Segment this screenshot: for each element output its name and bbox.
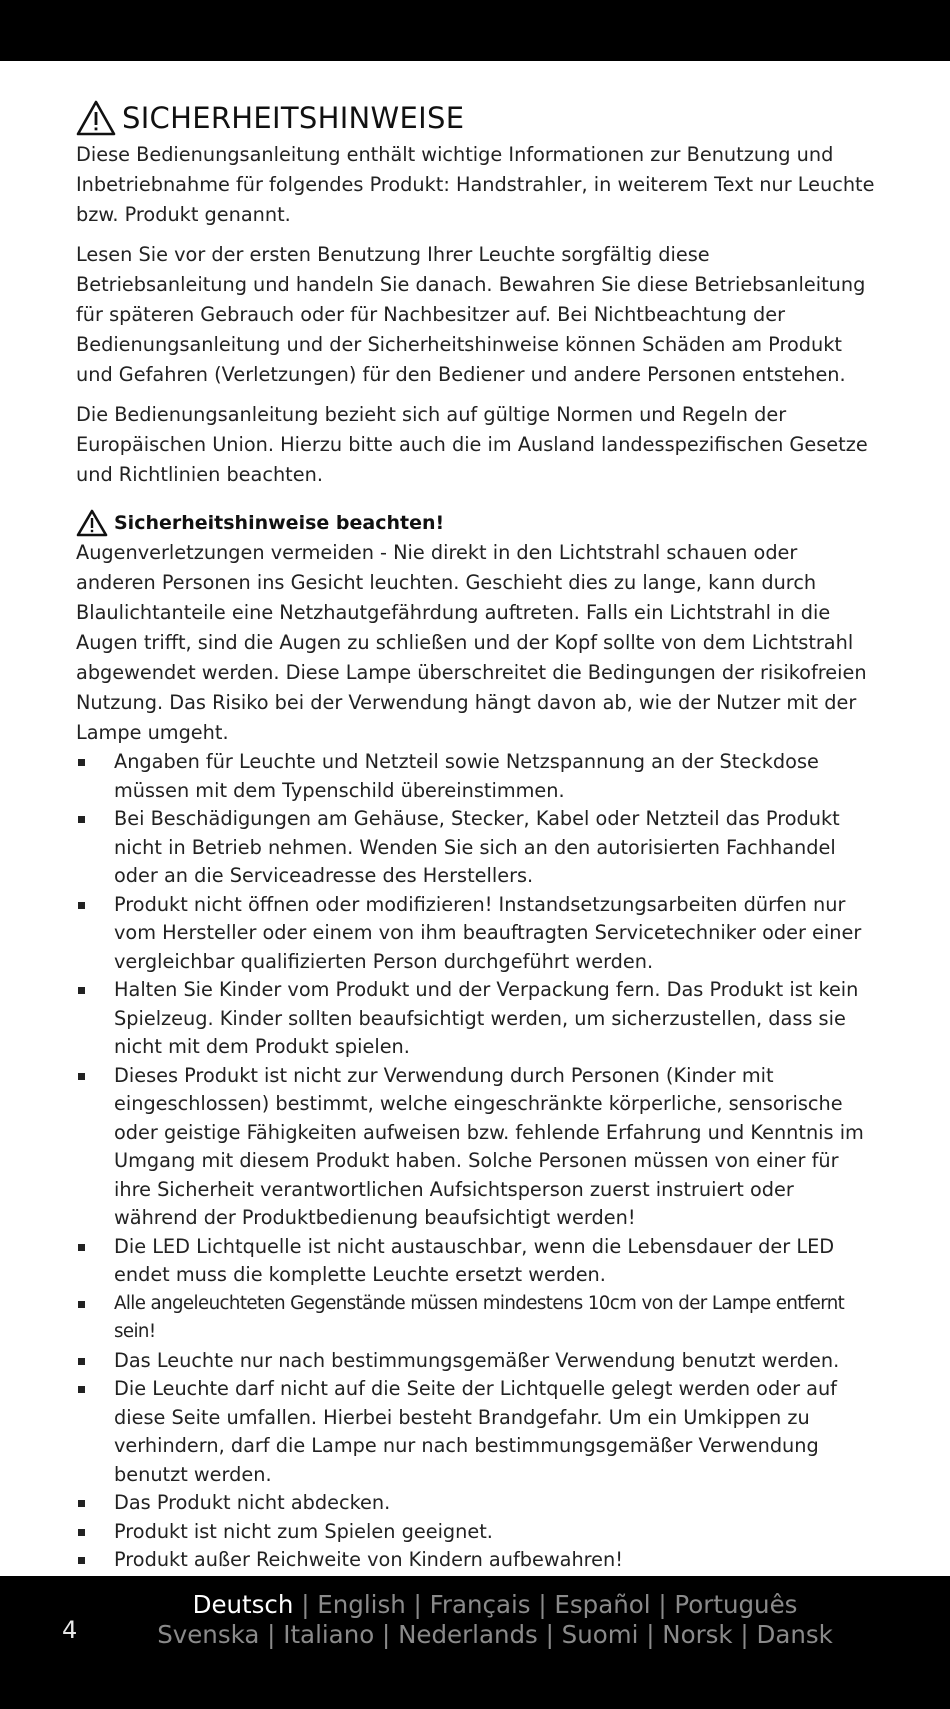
list-item: Produkt nicht öffnen oder modifizieren! Instandsetzungsarbeiten dürfen nur vom Hersteller oder einem von ihm beauftragten Servicetechniker oder einer vergleichbar qualifizierten Person durchgeführt werden. xyxy=(76,891,876,977)
separator: | xyxy=(638,1620,663,1649)
separator: | xyxy=(293,1590,318,1619)
page-title: SICHERHEITSHINWEISE xyxy=(122,101,465,135)
eye-warning-paragraph: Augenverletzungen vermeiden - Nie direkt in den Lichtstrahl schauen oder anderen Personen ins Gesicht leuchten. Geschieht dies zu lange, kann durch Blaulichtanteile eine Netzhautgefährdung auftreten. Falls ein Lichtstrahl in die Augen trifft, sind die Augen zu schließen und der Kopf sollte von dem Lichtstrahl abgewendet werden. Diese Lampe überschreitet die Bedingungen der risikofreien Nutzung. Das Risiko bei der Verwendung hängt davon ab, wie der Nutzer mit der Lampe umgeht. xyxy=(76,541,867,744)
language-deutsch[interactable]: Deutsch xyxy=(192,1590,294,1619)
list-item: Angaben für Leuchte und Netzteil sowie Netzspannung an der Steckdose müssen mit dem Typenschild übereinstimmen. xyxy=(76,748,876,805)
safety-list xyxy=(76,748,876,1575)
separator: | xyxy=(732,1620,757,1649)
list-item: Produkt ist nicht zum Spielen geeignet. xyxy=(76,1518,876,1547)
language-line-1 xyxy=(0,1590,950,1620)
subheading xyxy=(76,508,876,538)
page-number: 4 xyxy=(62,1616,78,1644)
list-item: Alle angeleuchteten Gegenstände müssen mindestens 10cm von der Lampe entfernt sein! xyxy=(76,1290,876,1347)
language-english[interactable]: English xyxy=(317,1590,406,1619)
separator: | xyxy=(530,1590,555,1619)
separator: | xyxy=(259,1620,284,1649)
intro-paragraph-1: Diese Bedienungsanleitung enthält wichtige Informationen zur Benutzung und Inbetriebnahme für folgendes Produkt: Handstrahler, in weiterem Text nur Leuchte bzw. Produkt genannt. xyxy=(76,143,875,226)
language-nederlands[interactable]: Nederlands xyxy=(398,1620,538,1649)
language-dansk[interactable]: Dansk xyxy=(756,1620,833,1649)
warning-icon xyxy=(76,509,108,537)
list-item: Dieses Produkt ist nicht zur Verwendung durch Personen (Kinder mit eingeschlossen) bestimmt, welche eingeschränkte körperliche, sensorische oder geistige Fähigkeiten aufweisen bzw. fehlende Erfahrung und Kenntnis im Umgang mit diesem Produkt haben. Solche Personen müssen von einer für ihre Sicherheit verantwortlichen Aufsichtsperson zuerst instruiert oder während der Produktbedienung beaufsichtigt werden! xyxy=(76,1062,876,1233)
language-line-2 xyxy=(0,1620,950,1650)
language-norsk[interactable]: Norsk xyxy=(662,1620,733,1649)
list-item: Bei Beschädigungen am Gehäuse, Stecker, Kabel oder Netzteil das Produkt nicht in Betrieb nehmen. Wenden Sie sich an den autorisierten Fachhandel oder an die Serviceadresse des Herstellers. xyxy=(76,805,876,891)
top-bar xyxy=(0,0,950,61)
safety-content xyxy=(76,100,876,1575)
separator: | xyxy=(650,1590,675,1619)
language-portugues[interactable]: Português xyxy=(674,1590,798,1619)
intro-paragraph-2: Lesen Sie vor der ersten Benutzung Ihrer Leuchte sorgfältig diese Betriebsanleitung und handeln Sie danach. Bewahren Sie diese Betriebsanleitung für späteren Gebrauch oder für Nachbesitzer auf. Bei Nichtbeachtung der Bedienungsanleitung und der Sicherheitshinweise können Schäden am Produkt und Gefahren (Verletzungen) für den Bediener und andere Personen entstehen. xyxy=(76,243,866,386)
language-selector xyxy=(0,1590,950,1650)
language-suomi[interactable]: Suomi xyxy=(561,1620,639,1649)
footer-bar xyxy=(0,1576,950,1709)
list-item: Halten Sie Kinder vom Produkt und der Verpackung fern. Das Produkt ist kein Spielzeug. Kinder sollten beaufsichtigt werden, um sicherzustellen, dass sie nicht mit dem Produkt spielen. xyxy=(76,976,876,1062)
list-item: Die Leuchte darf nicht auf die Seite der Lichtquelle gelegt werden oder auf diese Seite umfallen. Hierbei besteht Brandgefahr. Um ein Umkippen zu verhindern, darf die Lampe nur nach bestimmungsgemäßer Verwendung benutzt werden. xyxy=(76,1375,876,1489)
separator: | xyxy=(374,1620,399,1649)
list-item: Die LED Lichtquelle ist nicht austauschbar, wenn die Lebensdauer der LED endet muss die komplette Leuchte ersetzt werden. xyxy=(76,1233,876,1290)
intro-paragraph-3: Die Bedienungsanleitung bezieht sich auf gültige Normen und Regeln der Europäischen Union. Hierzu bitte auch die im Ausland landesspezifischen Gesetze und Richtlinien beachten. xyxy=(76,403,868,486)
list-item: Das Leuchte nur nach bestimmungsgemäßer Verwendung benutzt werden. xyxy=(76,1347,876,1376)
language-italiano[interactable]: Italiano xyxy=(283,1620,375,1649)
list-item: Produkt außer Reichweite von Kindern aufbewahren! xyxy=(76,1546,876,1575)
list-item: Das Produkt nicht abdecken. xyxy=(76,1489,876,1518)
separator: | xyxy=(405,1590,430,1619)
language-svenska[interactable]: Svenska xyxy=(157,1620,260,1649)
language-espanol[interactable]: Español xyxy=(554,1590,651,1619)
section-heading xyxy=(76,100,876,136)
language-francais[interactable]: Français xyxy=(429,1590,531,1619)
separator: | xyxy=(537,1620,562,1649)
subheading-text: Sicherheitshinweise beachten! xyxy=(114,512,445,534)
warning-icon xyxy=(76,100,116,136)
